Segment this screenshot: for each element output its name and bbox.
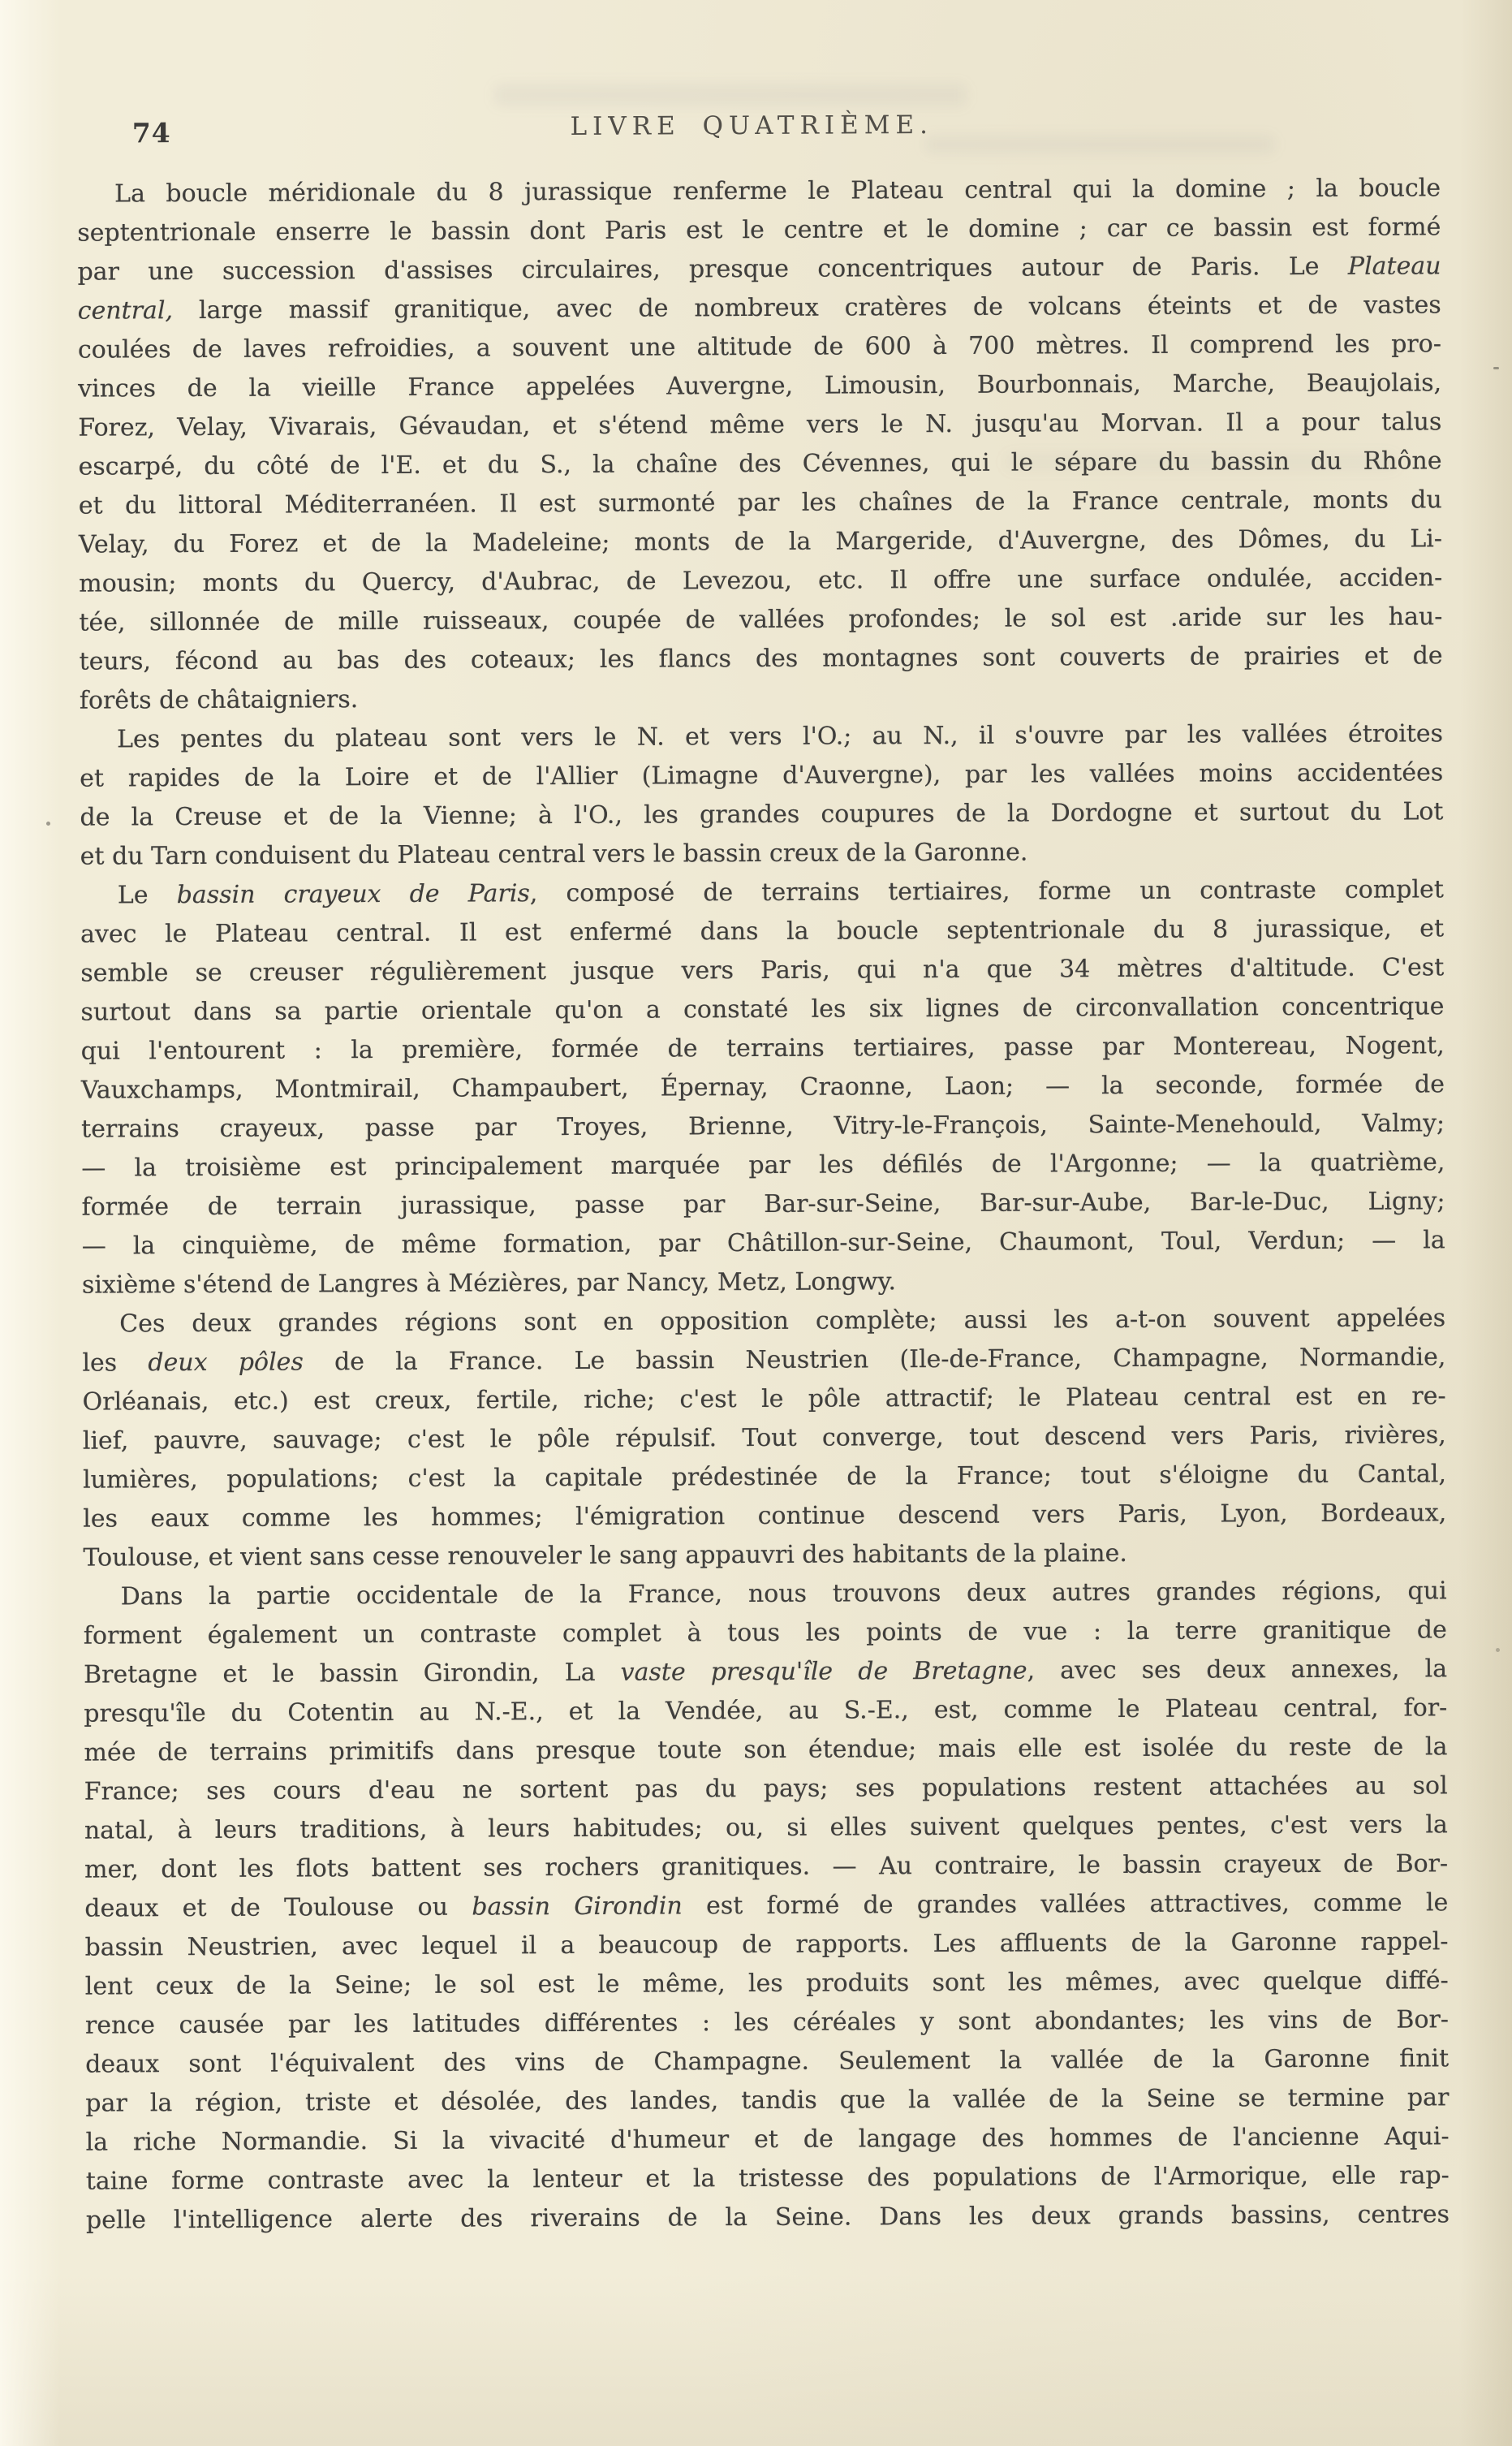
text-run: France; ses cours d'eau ne sortent pas du pays; ses populations restent attachées au sol — [84, 1771, 1448, 1806]
text-line — [78, 403, 1441, 447]
text-run: terrains crayeux, passe par Troyes, Brienne, Vitry-le-François, Sainte-Menehould, Valmy; — [81, 1109, 1445, 1144]
paragraph — [84, 1572, 1450, 2240]
running-title: LIVRE QUATRIÈME. — [570, 110, 934, 141]
text-line — [83, 1416, 1446, 1460]
text-line — [78, 286, 1441, 330]
text-line — [80, 909, 1444, 954]
text-run: coulées de laves refroidies, a souvent une altitude de 600 à 700 mètres. Il comprend les pro- — [77, 330, 1442, 365]
text-run: mée de terrains primitifs dans presque toute son étendue; mais elle est isolée du reste de la — [84, 1732, 1448, 1767]
italic-text-run: deux pôles — [148, 1348, 304, 1378]
text-line — [82, 1338, 1445, 1383]
text-line — [80, 987, 1444, 1032]
text-line — [84, 1689, 1447, 1733]
text-line — [82, 1221, 1445, 1266]
text-run: formée de terrain jurassique, passe par Bar-sur-Seine, Bar-sur-Aube, Bar-le-Duc, Ligny; — [81, 1187, 1445, 1222]
text-line — [81, 1026, 1445, 1071]
text-line — [86, 2156, 1450, 2201]
text-run: vinces de la vieille France appelées Auvergne, Limousin, Bourbonnais, Marche, Beaujolais, — [78, 369, 1442, 403]
text-run: avec le Plateau central. Il est enfermé dans la boucle septentrionale du 8 jurassique, et — [80, 914, 1445, 949]
text-line — [84, 1611, 1447, 1655]
paragraph — [80, 714, 1444, 876]
text-run: et du Tarn conduisent du Plateau central vers le bassin creux de la Garonne. — [80, 838, 1028, 871]
text-line — [85, 1961, 1449, 2006]
text-run: teurs, fécond au bas des coteaux; les flancs des montagnes sont couverts de prairies et de — [79, 641, 1443, 676]
text-line — [84, 1922, 1448, 1967]
text-run: Vauxchamps, Montmirail, Champaubert, Épernay, Craonne, Laon; — la seconde, formée de — [80, 1070, 1445, 1105]
text-line — [81, 1143, 1445, 1188]
italic-text-run: bassin Girondin — [472, 1892, 683, 1922]
text-run: lent ceux de la Seine; le sol est le même, les produits sont les mêmes, avec quelque diffé- — [84, 1966, 1449, 2001]
text-run: lumières, populations; c'est la capitale prédestinée de la France; tout s'éloigne du Cantal, — [82, 1460, 1447, 1495]
text-line — [83, 1494, 1446, 1538]
text-line — [85, 2000, 1449, 2045]
text-line — [80, 831, 1444, 876]
text-line — [79, 597, 1442, 642]
paragraph — [82, 1299, 1446, 1577]
text-line — [81, 1104, 1445, 1149]
text-line — [84, 1728, 1447, 1772]
text-run: par la région, triste et désolée, des landes, tandis que la vallée de la Seine se termine par — [85, 2083, 1450, 2118]
text-run: Forez, Velay, Vivarais, Gévaudan, et s'étend même vers le N. jusqu'au Morvan. Il a pour talus — [78, 408, 1442, 442]
paragraph — [77, 169, 1443, 720]
text-line — [78, 364, 1441, 408]
text-run: lief, pauvre, sauvage; c'est le pôle répulsif. Tout converge, tout descend vers Paris, rivières, — [82, 1421, 1446, 1456]
text-line — [81, 1182, 1445, 1227]
text-run: escarpé, du côté de l'E. et du S., la chaîne des Cévennes, qui le sépare du bassin du Rhône — [78, 446, 1442, 481]
text-run: de la Creuse et de la Vienne; à l'O., les grandes coupures de la Dordogne et surtout du Lot — [80, 797, 1444, 832]
text-line — [79, 481, 1442, 525]
text-run: surtout dans sa partie orientale qu'on a constaté les six lignes de circonvallation concentrique — [80, 992, 1445, 1027]
text-line — [84, 1650, 1447, 1694]
italic-text-run: bassin crayeux de Paris — [176, 879, 530, 910]
text-run: mousin; monts du Quercy, d'Aubrac, de Levezou, etc. Il offre une surface ondulée, acciden- — [79, 563, 1443, 598]
text-line — [85, 2078, 1449, 2123]
text-line — [80, 870, 1444, 915]
text-line — [77, 208, 1441, 252]
text-run: rence causée par les latitudes différentes : les céréales y sont abondantes; les vins de Bor- — [84, 2005, 1450, 2040]
italic-text-run: Plateau — [1347, 252, 1441, 281]
text-run: qui l'entourent : la première, formée de terrains tertiaires, passe par Montereau, Nogent, — [80, 1031, 1445, 1066]
text-line — [84, 1805, 1448, 1850]
text-run: la riche Normandie. Si la vivacité d'humeur et de langage des hommes de l'ancienne Aqui- — [85, 2122, 1450, 2157]
text-run: Dans la partie occidentale de la France, nous trouvons deux autres grandes régions, qui — [120, 1577, 1447, 1611]
page-number: 74 — [131, 117, 171, 149]
text-run: — la troisième est principalement marquée par les défilés de l'Argonne; — la quatrième, — [81, 1148, 1445, 1183]
text-run: Toulouse, et vient sans cesse renouveler le sang appauvri des habitants de la plaine. — [83, 1539, 1127, 1572]
text-run: les eaux comme les hommes; l'émigration continue descend vers Paris, Lyon, Bordeaux, — [83, 1499, 1447, 1534]
text-run: Le — [117, 881, 177, 910]
italic-text-run: central, — [77, 296, 174, 326]
text-run: — la cinquième, de même formation, par Châtillon-sur-Seine, Chaumont, Toul, Verdun; — la — [81, 1226, 1445, 1261]
text-line — [78, 442, 1441, 486]
text-run: natal, à leurs traditions, à leurs habitudes; ou, si elles suivent quelques pentes, c'est vers la — [84, 1810, 1448, 1845]
text-run: presqu'île du Cotentin au N.-E., et la Vendée, au S.-E., est, comme le Plateau central, for- — [84, 1693, 1448, 1728]
text-run: forment également un contraste complet à tous les points de vue : la terre granitique de — [83, 1616, 1447, 1650]
text-run: Ces deux grandes régions sont en opposition complète; aussi les a-t-on souvent appelées — [119, 1304, 1446, 1339]
text-run: , composé de terrains tertiaires, forme un contraste complet — [529, 875, 1444, 908]
text-run: et rapides de la Loire et de l'Allier (Limagne d'Auvergne), par les vallées moins accidentées — [80, 758, 1444, 793]
text-line — [83, 1455, 1446, 1499]
text-run: deaux et de Toulouse ou — [84, 1892, 472, 1923]
text-line — [81, 1065, 1445, 1110]
text-line — [84, 1844, 1448, 1889]
text-run: Orléanais, etc.) est creux, fertile, riche; c'est le pôle attractif; le Plateau central est en re- — [82, 1382, 1446, 1417]
text-run: forêts de châtaigniers. — [79, 685, 359, 715]
text-run: deaux sont l'équivalent des vins de Champagne. Seulement la vallée de la Garonne finit — [85, 2044, 1450, 2079]
text-line — [83, 1533, 1446, 1577]
text-run: Velay, du Forez et de la Madeleine; monts de la Margeride, d'Auvergne, des Dômes, du Li- — [78, 524, 1443, 559]
text-line — [83, 1377, 1446, 1421]
text-line — [86, 2195, 1450, 2240]
text-run: pelle l'intelligence alerte des riverains de la Seine. Dans les deux grands bassins, centres — [85, 2200, 1450, 2235]
text-line — [80, 636, 1443, 681]
text-line — [84, 1883, 1448, 1928]
text-line — [84, 1767, 1448, 1811]
page-body — [77, 169, 1450, 2240]
text-run: est formé de grandes vallées attractives, comme le — [682, 1888, 1449, 1921]
text-run: La boucle méridionale du 8 jurassique renferme le Plateau central qui la domine ; la boucle — [114, 174, 1441, 209]
text-line — [84, 1572, 1447, 1616]
text-run: large massif granitique, avec de nombreux cratères de volcans éteints et de vastes — [172, 291, 1441, 326]
text-line — [80, 714, 1443, 759]
paragraph — [80, 870, 1445, 1305]
text-run: par une succession d'assises circulaires, presque concentriques autour de Paris. Le — [77, 252, 1348, 287]
text-run: taine forme contraste avec la lenteur et la tristesse des populations de l'Armorique, elle rap- — [85, 2161, 1450, 2196]
text-line — [79, 520, 1442, 564]
text-run: sixième s'étend de Langres à Mézières, par Nancy, Metz, Longwy. — [81, 1267, 897, 1300]
text-line — [80, 792, 1443, 837]
text-run: mer, dont les flots battent ses rochers granitiques. — Au contraire, le bassin crayeux de Bor- — [84, 1849, 1449, 1884]
text-run: de la France. Le bassin Neustrien (Ile-de-France, Champagne, Normandie, — [303, 1343, 1446, 1377]
text-run: Bretagne et le bassin Girondin, La — [84, 1658, 621, 1689]
text-line — [77, 169, 1441, 214]
text-line — [80, 948, 1444, 993]
italic-text-run: vaste presqu'île de Bretagne — [620, 1656, 1027, 1687]
text-line — [85, 2117, 1449, 2162]
text-run: septentrionale enserre le bassin dont Paris est le centre et le domine ; car ce bassin est formé — [77, 213, 1441, 248]
text-line — [82, 1260, 1445, 1305]
text-line — [82, 1299, 1445, 1344]
text-line — [79, 559, 1442, 603]
text-run: Les pentes du plateau sont vers le N. et vers l'O.; au N., il s'ouvre par les vallées étroites — [116, 719, 1444, 754]
text-line — [77, 247, 1441, 291]
text-line — [78, 325, 1441, 369]
text-run: bassin Neustrien, avec lequel il a beaucoup de rapports. Les affluents de la Garonne rappel- — [84, 1927, 1449, 1962]
text-run: semble se creuser régulièrement jusque vers Paris, qui n'a que 34 mètres d'altitude. C'est — [80, 953, 1445, 988]
text-run: tée, sillonnée de mille ruisseaux, coupée de vallées profondes; le sol est .aride sur les hau- — [79, 602, 1443, 637]
text-line — [85, 2039, 1449, 2084]
text-run: et du littoral Méditerranéen. Il est surmonté par les chaînes de la France centrale, monts du — [78, 485, 1442, 520]
text-line — [80, 753, 1443, 798]
text-run: , avec ses deux annexes, la — [1027, 1654, 1448, 1685]
text-line — [80, 675, 1443, 720]
text-run: les — [82, 1348, 149, 1378]
